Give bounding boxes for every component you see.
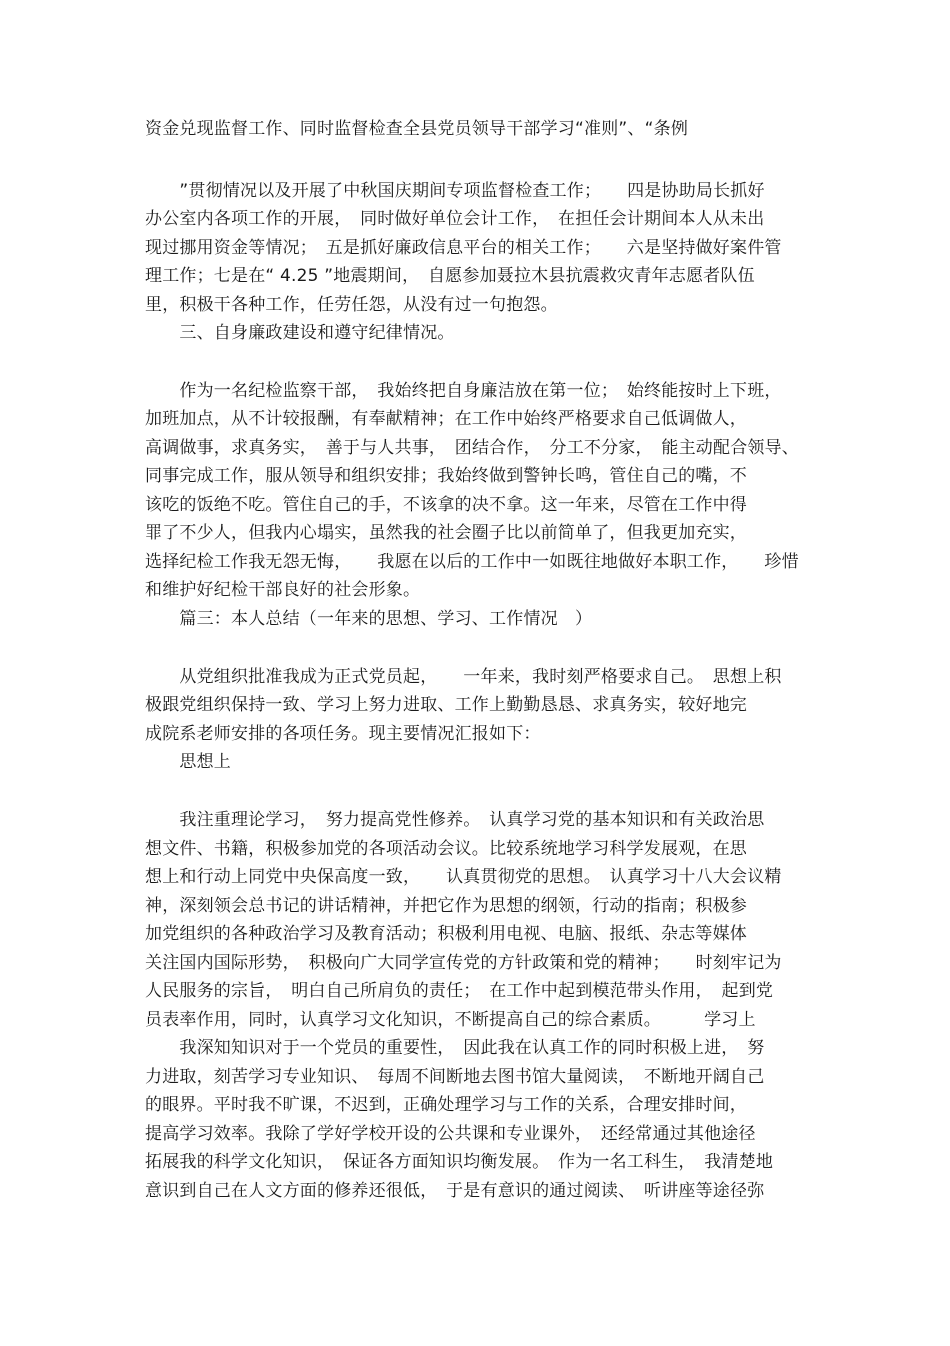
text-line: 和维护好纪检干部良好的社会形象。 xyxy=(145,580,421,600)
text-line: 力进取，刻苦学习专业知识、 每周不间断地去图书馆大量阅读， 不断地开阔自己 xyxy=(145,1067,765,1087)
text-line: 我注重理论学习， 努力提高党性修养。 认真学习党的基本知识和有关政治思 xyxy=(145,810,765,830)
text-line: 人民服务的宗旨， 明白自己所肩负的责任； 在工作中起到模范带头作用， 起到党 xyxy=(145,981,774,1001)
section-heading: 篇三：本人总结（一年来的思想、学习、工作情况 ） xyxy=(145,609,593,629)
text-line: 的眼界。平时我不旷课，不迟到，正确处理学习与工作的关系，合理安排时间， xyxy=(145,1095,747,1115)
text-line: 理工作；七是在“ 4.25 ”地震期间， 自愿参加聂拉木县抗震救灾青年志愿者队伍 xyxy=(145,266,755,286)
text-line: 极跟党组织保持一致、学习上努力进取、工作上勤勤恳恳、求真务实，较好地完 xyxy=(145,695,747,715)
text-line: 同事完成工作，服从领导和组织安排；我始终做到警钟长鸣，管住自己的嘴，不 xyxy=(145,466,747,486)
text-line: 高调做事，求真务实， 善于与人共事， 团结合作， 分工不分家， 能主动配合领导、 xyxy=(145,438,799,458)
text-line: 关注国内国际形势， 积极向广大同学宣传党的方针政策和党的精神； 时刻牢记为 xyxy=(145,953,782,973)
text-line: 想文件、书籍，积极参加党的各项活动会议。比较系统地学习科学发展观，在思 xyxy=(145,839,747,859)
text-line: 提高学习效率。我除了学好学校开设的公共课和专业课外， 还经常通过其他途径 xyxy=(145,1124,756,1144)
text-line: 该吃的饭绝不吃。管住自己的手，不该拿的决不拿。这一年来，尽管在工作中得 xyxy=(145,495,747,515)
text-line: 加党组织的各种政治学习及教育活动；积极利用电视、电脑、报纸、杂志等媒体 xyxy=(145,924,747,944)
text-line: 意识到自己在人文方面的修养还很低， 于是有意识的通过阅读、 听讲座等途径弥 xyxy=(145,1181,765,1201)
text-line: 从党组织批准我成为正式党员起， 一年来，我时刻严格要求自己。 思想上积 xyxy=(145,667,782,687)
text-line: 我深知知识对于一个党员的重要性， 因此我在认真工作的同时积极上进， 努 xyxy=(145,1038,765,1058)
text-line: 罪了不少人，但我内心塌实，虽然我的社会圈子比以前简单了，但我更加充实， xyxy=(145,523,747,543)
text-line: 办公室内各项工作的开展， 同时做好单位会计工作， 在担任会计期间本人从未出 xyxy=(145,209,765,229)
text-line: 选择纪检工作我无怨无悔， 我愿在以后的工作中一如既往地做好本职工作， 珍惜 xyxy=(145,552,799,572)
text-line: 现过挪用资金等情况； 五是抓好廉政信息平台的相关工作； 六是坚持做好案件管 xyxy=(145,238,782,258)
section-heading: 三、自身廉政建设和遵守纪律情况。 xyxy=(145,323,455,343)
text-line: 成院系老师安排的各项任务。现主要情况汇报如下： xyxy=(145,724,541,744)
text-line: 拓展我的科学文化知识， 保证各方面知识均衡发展。 作为一名工科生， 我清楚地 xyxy=(145,1152,774,1172)
text-line: 里，积极干各种工作，任劳任怨，从没有过一句抱怨。 xyxy=(145,295,558,315)
text-line: 员表率作用，同时，认真学习文化知识，不断提高自己的综合素质。 学习上 xyxy=(145,1010,756,1030)
text-line: 作为一名纪检监察干部， 我始终把自身廉洁放在第一位； 始终能按时上下班， xyxy=(145,381,782,401)
text-line: 资金兑现监督工作、同时监督检查全县党员领导干部学习“准则”、“条例 xyxy=(145,119,689,139)
text-line: ”贯彻情况以及开展了中秋国庆期间专项监督检查工作； 四是协助局长抓好 xyxy=(145,181,765,201)
subsection-heading: 思想上 xyxy=(145,752,231,772)
text-line: 加班加点，从不计较报酬，有奉献精神；在工作中始终严格要求自己低调做人， xyxy=(145,409,747,429)
text-line: 想上和行动上同党中央保高度一致， 认真贯彻党的思想。 认真学习十八大会议精 xyxy=(145,867,782,887)
text-line: 神，深刻领会总书记的讲话精神，并把它作为思想的纲领，行动的指南；积极参 xyxy=(145,896,747,916)
